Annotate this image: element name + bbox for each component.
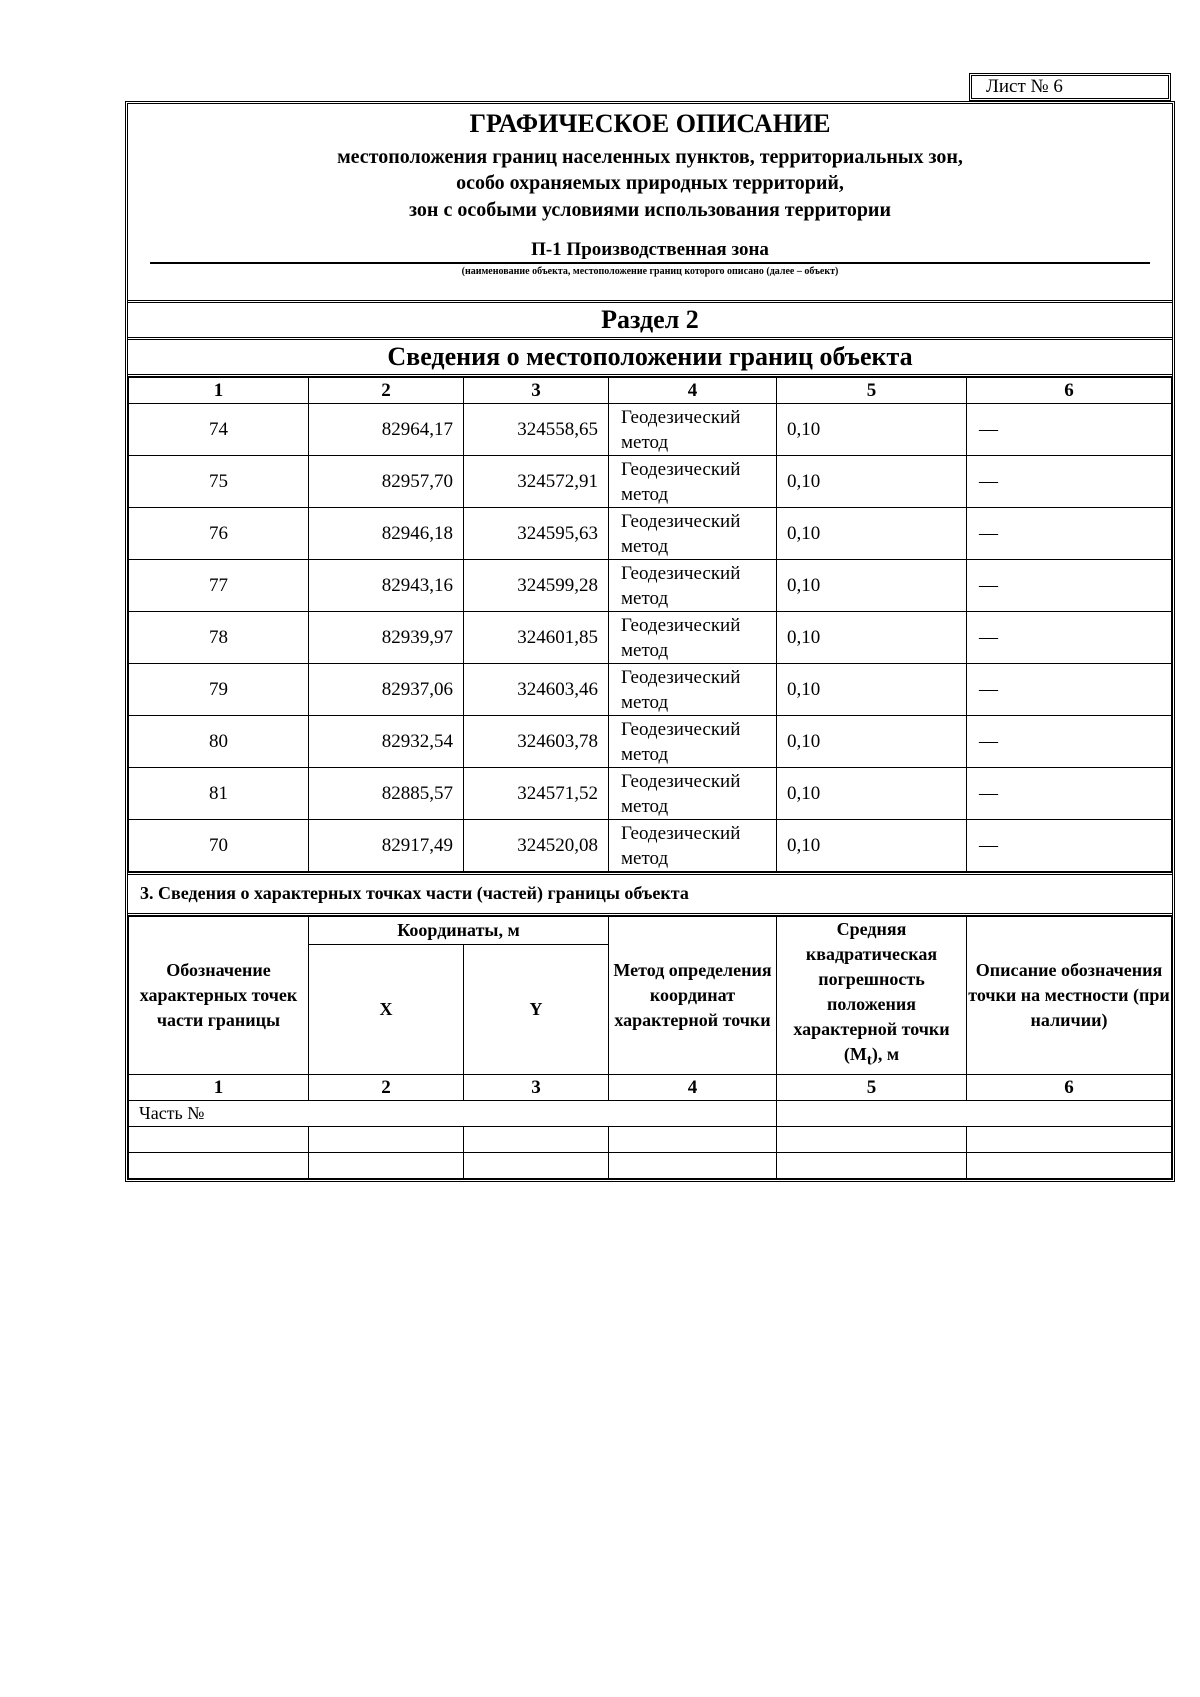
empty-cell [967, 1152, 1172, 1178]
y-coordinate-cell: 324595,63 [464, 508, 609, 560]
accuracy-cell: 0,10 [777, 612, 967, 664]
column-number: 1 [129, 1074, 309, 1100]
description-cell: — [967, 716, 1172, 768]
y-coordinate-cell: 324571,52 [464, 768, 609, 820]
y-coordinate-cell: 324558,65 [464, 404, 609, 456]
y-coordinate-cell: 324603,78 [464, 716, 609, 768]
column-number: 5 [777, 378, 967, 404]
column-number: 2 [309, 378, 464, 404]
table-row [129, 716, 1172, 768]
zone-caption: (наименование объекта, местоположение границ которого описано (далее – объект) [461, 266, 839, 277]
accuracy-cell: 0,10 [777, 820, 967, 872]
accuracy-cell: 0,10 [777, 508, 967, 560]
description-cell: — [967, 768, 1172, 820]
table-row [129, 508, 1172, 560]
table-header-row [129, 917, 1172, 945]
part-label-empty [777, 1100, 1172, 1126]
point-number-cell: 77 [129, 560, 309, 612]
accuracy-cell: 0,10 [777, 664, 967, 716]
part-points-table [128, 916, 1172, 1179]
description-cell: — [967, 612, 1172, 664]
y-coordinate-cell: 324603,46 [464, 664, 609, 716]
column-number: 2 [309, 1074, 464, 1100]
zone-underline [150, 262, 1150, 264]
empty-cell [967, 1126, 1172, 1152]
empty-cell [129, 1126, 309, 1152]
x-coordinate-cell: 82943,16 [309, 560, 464, 612]
empty-cell [464, 1126, 609, 1152]
accuracy-cell: 0,10 [777, 768, 967, 820]
subtitle-line-3: зон с особыми условиями использования территории [409, 199, 891, 221]
empty-cell [309, 1152, 464, 1178]
description-cell: — [967, 404, 1172, 456]
subtitle-line-2: особо охраняемых природных территорий, [456, 172, 844, 194]
header-accuracy-unit: ), м [871, 1044, 900, 1064]
section-3-title: 3. Сведения о характерных точках части (частей) границы объекта [128, 872, 1172, 916]
method-cell: Геодезический метод [609, 716, 777, 768]
table-row [129, 664, 1172, 716]
header-coordinates: Координаты, м [309, 917, 609, 945]
y-coordinate-cell: 324572,91 [464, 456, 609, 508]
header-accuracy-subscript: t [866, 1052, 872, 1069]
point-number-cell: 75 [129, 456, 309, 508]
table-row [129, 612, 1172, 664]
header-description: Описание обозначения точки на местности (при наличии) [967, 917, 1172, 1075]
x-coordinate-cell: 82917,49 [309, 820, 464, 872]
description-cell: — [967, 820, 1172, 872]
table-row [129, 560, 1172, 612]
column-number: 5 [777, 1074, 967, 1100]
x-coordinate-cell: 82937,06 [309, 664, 464, 716]
column-number-row [129, 378, 1172, 404]
description-cell: — [967, 664, 1172, 716]
table-row [129, 456, 1172, 508]
empty-cell [609, 1126, 777, 1152]
point-number-cell: 81 [129, 768, 309, 820]
section-subtitle: Сведения о местоположении границ объекта [128, 340, 1172, 377]
empty-cell [609, 1152, 777, 1178]
table-row [129, 768, 1172, 820]
header-method: Метод определения координат характерной точки [609, 917, 777, 1075]
method-cell: Геодезический метод [609, 508, 777, 560]
method-cell: Геодезический метод [609, 664, 777, 716]
empty-cell [309, 1126, 464, 1152]
empty-cell [464, 1152, 609, 1178]
point-number-cell: 70 [129, 820, 309, 872]
column-number: 4 [609, 1074, 777, 1100]
part-label-row [129, 1100, 1172, 1126]
y-coordinate-cell: 324601,85 [464, 612, 609, 664]
column-number: 3 [464, 1074, 609, 1100]
zone-name: П-1 Производственная зона [531, 239, 769, 260]
point-number-cell: 74 [129, 404, 309, 456]
method-cell: Геодезический метод [609, 612, 777, 664]
section-title: Раздел 2 [128, 303, 1172, 340]
column-number-row [129, 1074, 1172, 1100]
subtitle-line-1: местоположения границ населенных пунктов, территориальных зон, [337, 146, 963, 168]
x-coordinate-cell: 82932,54 [309, 716, 464, 768]
point-number-cell: 79 [129, 664, 309, 716]
table-row [129, 820, 1172, 872]
method-cell: Геодезический метод [609, 560, 777, 612]
part-label: Часть № [129, 1100, 777, 1126]
description-cell: — [967, 508, 1172, 560]
x-coordinate-cell: 82964,17 [309, 404, 464, 456]
header-x: X [309, 944, 464, 1074]
header-y: Y [464, 944, 609, 1074]
method-cell: Геодезический метод [609, 404, 777, 456]
method-cell: Геодезический метод [609, 456, 777, 508]
x-coordinate-cell: 82957,70 [309, 456, 464, 508]
column-number: 4 [609, 378, 777, 404]
method-cell: Геодезический метод [609, 768, 777, 820]
column-number: 6 [967, 1074, 1172, 1100]
point-number-cell: 78 [129, 612, 309, 664]
point-number-cell: 76 [129, 508, 309, 560]
accuracy-cell: 0,10 [777, 560, 967, 612]
document-header [128, 104, 1172, 303]
accuracy-cell: 0,10 [777, 456, 967, 508]
header-accuracy-text: Средняя квадратическая погрешность положения характерной точки (M [793, 919, 950, 1064]
column-number: 6 [967, 378, 1172, 404]
table-row [129, 404, 1172, 456]
empty-row [129, 1126, 1172, 1152]
header-point-designation: Обозначение характерных точек части границы [129, 917, 309, 1075]
empty-cell [777, 1152, 967, 1178]
column-number: 3 [464, 378, 609, 404]
x-coordinate-cell: 82946,18 [309, 508, 464, 560]
accuracy-cell: 0,10 [777, 716, 967, 768]
empty-cell [129, 1152, 309, 1178]
point-number-cell: 80 [129, 716, 309, 768]
x-coordinate-cell: 82939,97 [309, 612, 464, 664]
header-accuracy [777, 917, 967, 1075]
coordinates-table [128, 377, 1172, 872]
y-coordinate-cell: 324599,28 [464, 560, 609, 612]
empty-cell [777, 1126, 967, 1152]
accuracy-cell: 0,10 [777, 404, 967, 456]
y-coordinate-cell: 324520,08 [464, 820, 609, 872]
sheet-number: Лист № 6 [969, 73, 1171, 101]
document-title: ГРАФИЧЕСКОЕ ОПИСАНИЕ [469, 109, 831, 138]
description-cell: — [967, 456, 1172, 508]
document-frame [125, 101, 1175, 1182]
column-number: 1 [129, 378, 309, 404]
empty-row [129, 1152, 1172, 1178]
method-cell: Геодезический метод [609, 820, 777, 872]
x-coordinate-cell: 82885,57 [309, 768, 464, 820]
description-cell: — [967, 560, 1172, 612]
